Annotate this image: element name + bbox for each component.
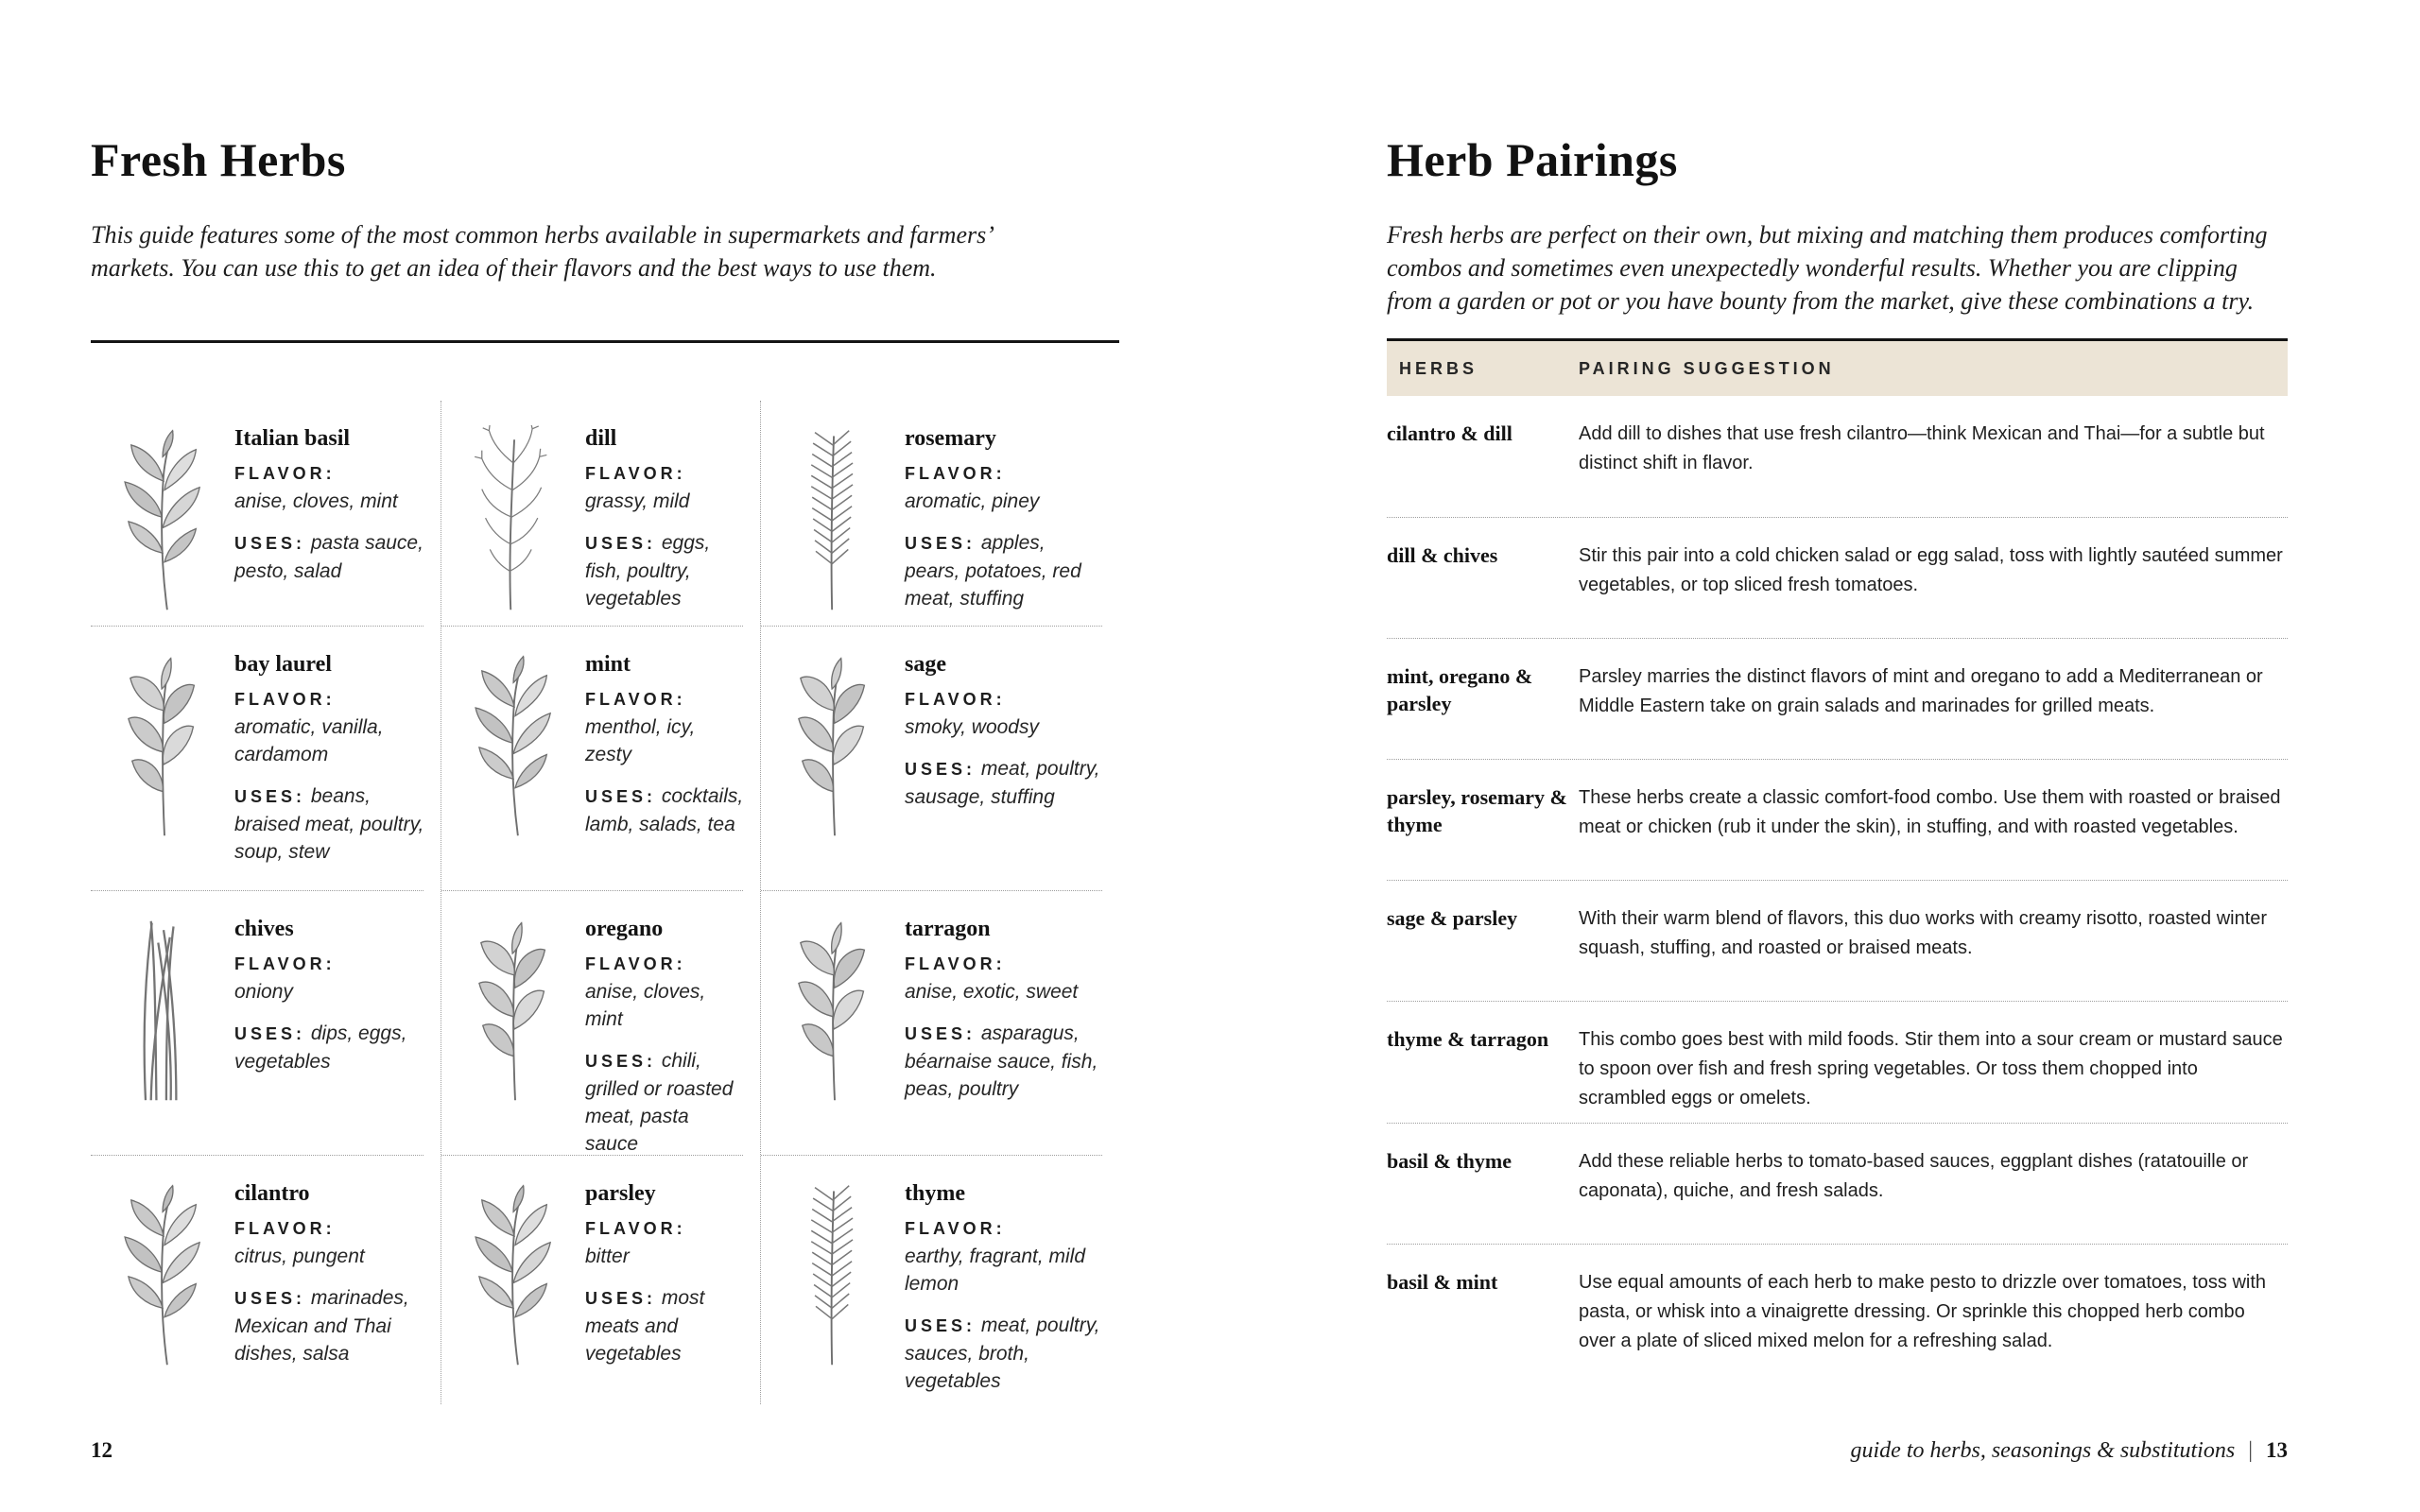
pairing-herbs: basil & thyme xyxy=(1387,1149,1512,1173)
flavor-label: FLAVOR: xyxy=(585,954,686,973)
pairing-row-basil-mint xyxy=(1387,1244,2288,1366)
herb-name: oregano xyxy=(585,917,664,941)
flavor-value: menthol, icy, zesty xyxy=(585,716,696,765)
bay-laurel-illustration xyxy=(95,651,234,891)
uses-value: meat, poultry, sauces, broth, vegetables xyxy=(905,1314,1100,1392)
pairing-table-header xyxy=(1387,341,2288,396)
flavor-value: anise, exotic, sweet xyxy=(905,981,1079,1003)
flavor-value: bitter xyxy=(585,1246,630,1267)
uses-label: USES: xyxy=(234,1024,306,1043)
pairing-suggestion: This combo goes best with mild foods. Stir them into a sour cream or mustard sauce to spoon over fish and fresh spring vegetables. Or toss them chopped into scrambled eggs or omelets. xyxy=(1579,1029,2283,1108)
uses-label: USES: xyxy=(905,534,977,553)
flavor-label: FLAVOR: xyxy=(234,954,336,973)
parsley-illustration xyxy=(445,1180,585,1404)
oregano-illustration xyxy=(445,916,585,1156)
pairing-row-basil-thyme xyxy=(1387,1123,2288,1244)
herb-card-italian-basil xyxy=(91,401,441,627)
uses-value: meat, poultry, sausage, stuffing xyxy=(905,758,1100,808)
herb-name: rosemary xyxy=(905,426,996,451)
herb-card-dill xyxy=(441,401,760,627)
flavor-label: FLAVOR: xyxy=(234,1219,336,1238)
mint-illustration xyxy=(445,651,585,891)
pairing-row-parsley-rosemary-thyme xyxy=(1387,759,2288,880)
rosemary-illustration xyxy=(765,425,905,627)
italian-basil-illustration xyxy=(95,425,234,627)
page-title-fresh-herbs: Fresh Herbs xyxy=(91,133,346,186)
uses-value: beans, braised meat, poultry, soup, stew xyxy=(234,785,424,863)
herb-pairings-intro: Fresh herbs are perfect on their own, but mixing and matching them produces comforting combos and sometimes even unexpectedly wonderful results. Whether you are clipping from a garden or pot or you have bounty from the market, give these combinations a try. xyxy=(1387,221,2268,315)
pairing-herbs: thyme & tarragon xyxy=(1387,1027,1549,1051)
flavor-label: FLAVOR: xyxy=(585,1219,686,1238)
page-number-left: 12 xyxy=(91,1438,112,1462)
herb-name: parsley xyxy=(585,1181,656,1206)
dill-illustration xyxy=(445,425,585,627)
cilantro-illustration xyxy=(95,1180,234,1404)
flavor-value: earthy, fragrant, mild lemon xyxy=(905,1246,1086,1295)
herb-name: sage xyxy=(905,652,946,677)
pairing-suggestion: Add dill to dishes that use fresh cilantro—think Mexican and Thai—for a subtle but distinct shift in flavor. xyxy=(1579,423,2265,473)
uses-label: USES: xyxy=(905,760,977,779)
flavor-label: FLAVOR: xyxy=(234,464,336,483)
pairing-table xyxy=(1387,338,2288,1366)
pairing-suggestion: These herbs create a classic comfort-food combo. Use them with roasted or braised meat or chicken (rub it under the skin), in stuffing, and with roasted vegetables. xyxy=(1579,787,2281,837)
herb-name: thyme xyxy=(905,1181,965,1206)
herb-name: cilantro xyxy=(234,1181,310,1206)
uses-label: USES: xyxy=(234,534,306,553)
running-footer xyxy=(1851,1438,2289,1464)
herb-card-rosemary xyxy=(761,401,1119,627)
pairing-herbs: cilantro & dill xyxy=(1387,421,1512,445)
pairing-herbs: basil & mint xyxy=(1387,1270,1498,1294)
pairing-herbs: dill & chives xyxy=(1387,543,1498,567)
herb-grid xyxy=(91,401,1119,1404)
pairing-row-thyme-tarragon xyxy=(1387,1001,2288,1123)
uses-value: most meats and vegetables xyxy=(585,1287,705,1365)
uses-value: marinades, Mexican and Thai dishes, salsa xyxy=(234,1287,409,1365)
uses-label: USES: xyxy=(585,1052,657,1071)
page-herb-pairings xyxy=(1387,0,2288,1512)
flavor-label: FLAVOR: xyxy=(905,464,1006,483)
chives-illustration xyxy=(95,916,234,1156)
herb-name: Italian basil xyxy=(234,426,351,451)
herb-name: dill xyxy=(585,426,617,451)
uses-value: asparagus, béarnaise sauce, fish, peas, poultry xyxy=(905,1022,1098,1100)
pairing-row-cilantro-dill xyxy=(1387,396,2288,517)
flavor-value: anise, cloves, mint xyxy=(585,981,706,1030)
herb-card-thyme xyxy=(761,1156,1119,1404)
running-footer-text: guide to herbs, seasonings & substitutions xyxy=(1850,1438,2236,1463)
flavor-value: oniony xyxy=(234,981,293,1003)
herb-card-bay-laurel xyxy=(91,627,441,891)
section-divider-rule xyxy=(91,340,1119,343)
herb-card-cilantro xyxy=(91,1156,441,1404)
herb-name: mint xyxy=(585,652,631,677)
pairing-herbs: mint, oregano & parsley xyxy=(1387,664,1533,715)
herb-card-chives xyxy=(91,891,441,1156)
uses-value: cocktails, lamb, salads, tea xyxy=(585,785,744,835)
pairing-herbs: parsley, rosemary & thyme xyxy=(1387,785,1567,836)
uses-label: USES: xyxy=(905,1316,977,1335)
pairing-row-mint-oregano-parsley xyxy=(1387,638,2288,759)
herb-name: tarragon xyxy=(905,917,991,941)
herb-grid-column-1 xyxy=(91,401,441,1404)
pairing-suggestion: With their warm blend of flavors, this duo works with creamy risotto, roasted winter squash, stuffing, and roasted or braised meats. xyxy=(1579,908,2268,958)
flavor-value: aromatic, piney xyxy=(905,490,1040,512)
page-number-right: 13 xyxy=(2266,1438,2288,1462)
footer-separator: | xyxy=(2248,1438,2253,1463)
flavor-label: FLAVOR: xyxy=(585,464,686,483)
flavor-value: aromatic, vanilla, cardamom xyxy=(234,716,384,765)
pairing-suggestion: Use equal amounts of each herb to make pesto to drizzle over tomatoes, toss with pasta, or whisk into a vinaigrette dressing. Or sprinkle this chopped herb combo over a plate of sliced mixed melon for a refreshing salad. xyxy=(1579,1272,2267,1351)
uses-value: eggs, fish, poultry, vegetables xyxy=(585,532,711,610)
pairing-row-dill-chives xyxy=(1387,517,2288,638)
uses-value: pasta sauce, pesto, salad xyxy=(234,532,424,582)
pairing-row-sage-parsley xyxy=(1387,880,2288,1001)
flavor-value: smoky, woodsy xyxy=(905,716,1039,738)
pairing-suggestion: Add these reliable herbs to tomato-based sauces, eggplant dishes (ratatouille or caponata), quiche, and fresh salads. xyxy=(1579,1151,2249,1201)
herb-grid-column-3 xyxy=(761,401,1119,1404)
flavor-label: FLAVOR: xyxy=(905,690,1006,709)
flavor-value: grassy, mild xyxy=(585,490,690,512)
flavor-label: FLAVOR: xyxy=(905,1219,1006,1238)
herb-card-oregano xyxy=(441,891,760,1156)
herb-name: chives xyxy=(234,917,294,941)
herb-card-tarragon xyxy=(761,891,1119,1156)
page-fresh-herbs xyxy=(91,0,1119,1512)
flavor-label: FLAVOR: xyxy=(585,690,686,709)
uses-value: dips, eggs, vegetables xyxy=(234,1022,407,1073)
flavor-label: FLAVOR: xyxy=(234,690,336,709)
page-title-herb-pairings: Herb Pairings xyxy=(1387,133,1678,186)
herb-grid-column-2 xyxy=(441,401,761,1404)
flavor-value: citrus, pungent xyxy=(234,1246,365,1267)
uses-label: USES: xyxy=(585,787,657,806)
pairing-suggestion: Parsley marries the distinct flavors of mint and oregano to add a Mediterranean or Middle Eastern take on grain salads and marinades for grilled meats. xyxy=(1579,666,2263,716)
herb-name: bay laurel xyxy=(234,652,332,677)
sage-illustration xyxy=(765,651,905,891)
column-header-herbs: HERBS xyxy=(1399,358,1478,378)
uses-value: chili, grilled or roasted meat, pasta sauce xyxy=(585,1050,734,1155)
herb-card-parsley xyxy=(441,1156,760,1404)
uses-label: USES: xyxy=(905,1024,977,1043)
uses-label: USES: xyxy=(234,787,306,806)
herb-card-sage xyxy=(761,627,1119,891)
uses-label: USES: xyxy=(585,1289,657,1308)
uses-value: apples, pears, potatoes, red meat, stuffing xyxy=(905,532,1081,610)
uses-label: USES: xyxy=(585,534,657,553)
flavor-value: anise, cloves, mint xyxy=(234,490,398,512)
thyme-illustration xyxy=(765,1180,905,1404)
flavor-label: FLAVOR: xyxy=(905,954,1006,973)
column-header-pairing-suggestion: PAIRING SUGGESTION xyxy=(1579,358,1835,378)
uses-label: USES: xyxy=(234,1289,306,1308)
pairing-suggestion: Stir this pair into a cold chicken salad or egg salad, toss with lightly sautéed summer vegetables, or top sliced fresh tomatoes. xyxy=(1579,545,2283,595)
tarragon-illustration xyxy=(765,916,905,1156)
herb-card-mint xyxy=(441,627,760,891)
fresh-herbs-intro: This guide features some of the most common herbs available in supermarkets and farmers’ markets. You can use this to get an idea of their flavors and the best ways to use them. xyxy=(91,221,993,282)
pairing-herbs: sage & parsley xyxy=(1387,906,1518,930)
